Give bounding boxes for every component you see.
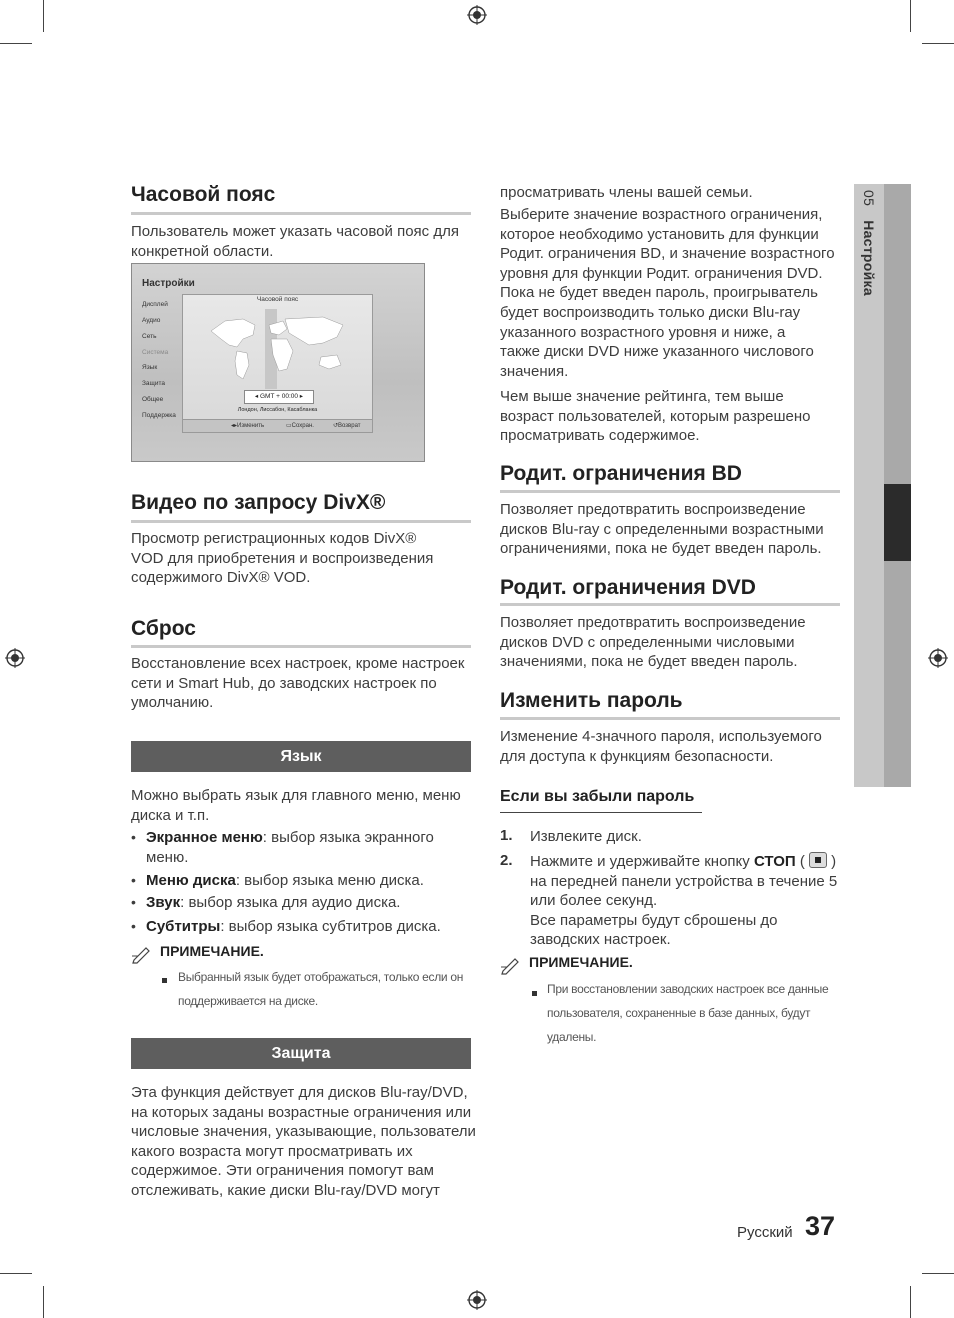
- crop-mark: [910, 0, 911, 32]
- chapter-side-tab: [854, 184, 911, 787]
- language-section-bar: Язык: [131, 741, 471, 772]
- note-text: При восстановлении заводских настроек все данные пользователя, сохраненные в базе данных, будут удалены.: [547, 982, 829, 1044]
- divx-text: Просмотр регистрационных кодов DivX® VOD для приобретения и воспроизведения содержимого DivX® VOD.: [131, 530, 434, 587]
- crop-mark: [43, 0, 44, 32]
- registration-mark-icon: [467, 1290, 487, 1310]
- screenshot-menu-item: Защита: [142, 380, 166, 387]
- crop-mark: [910, 1286, 911, 1318]
- reset-heading: Сброс: [131, 617, 196, 640]
- heading-rule: [500, 717, 840, 720]
- security-section-bar: Защита: [131, 1038, 471, 1069]
- forgot-password-heading: Если вы забыли пароль: [500, 788, 695, 805]
- note-bullet: [162, 978, 167, 983]
- bd-text: Позволяет предотвратить воспроизведение дисков Blu-ray с определенными возрастными ограничениями, пока не будет введен пароль.: [500, 501, 824, 558]
- panel-button-bar: [183, 419, 372, 432]
- heading-rule: [131, 520, 471, 523]
- world-map-icon: [203, 309, 353, 389]
- note-heading: ПРИМЕЧАНИЕ.: [529, 954, 633, 970]
- back-hint: ↺ Возврат: [333, 423, 361, 429]
- timezone-text: Пользователь может указать часовой пояс для конкретной области.: [131, 223, 459, 260]
- settings-screenshot: [131, 263, 425, 462]
- rating-text-2: Чем выше значение рейтинга, тем выше возраст пользователей, которым разрешено просматривать содержимое.: [500, 388, 811, 445]
- heading-rule: [500, 603, 840, 606]
- screenshot-title: Настройки: [142, 278, 195, 289]
- crop-mark: [43, 1286, 44, 1318]
- step-text: Нажмите и удерживайте кнопку СТОП ( ) на передней панели устройства в течение 5 или более секунд. Все параметры будут сброшены до заводских настроек.: [530, 853, 838, 949]
- registration-mark-icon: [5, 648, 25, 668]
- security-text-continued: просматривать члены вашей семьи.: [500, 184, 753, 201]
- timezone-heading: Часовой пояс: [131, 183, 276, 206]
- screenshot-menu-item: Дисплей: [142, 301, 168, 308]
- dvd-heading: Родит. ограничения DVD: [500, 576, 756, 599]
- heading-rule: [500, 490, 840, 493]
- screenshot-menu-item: Система: [142, 349, 169, 356]
- screenshot-menu-item: Аудио: [142, 317, 161, 324]
- subheading-underline: [500, 812, 702, 813]
- city-label: Лондон, Лиссабон, Касабланка: [237, 407, 318, 413]
- save-hint: ▭ Сохран.: [286, 423, 314, 429]
- reset-text: Восстановление всех настроек, кроме настроек сети и Smart Hub, до заводских настроек по умолчанию.: [131, 655, 465, 712]
- rating-text: Выберите значение возрастного ограничения, которое необходимо установить для функции Родит. ограничения BD, и значение возрастного уровня для функции Родит. ограничения DVD. Пока не будет введен пароль, проигрыватель будет воспроизводить только диски Blu-ray указанного возрастного уровня и ниже, а также диски DVD ниже указанного числового значения.: [500, 206, 835, 380]
- timezone-panel: [182, 294, 373, 433]
- password-heading: Изменить пароль: [500, 689, 683, 712]
- heading-rule: [131, 212, 471, 215]
- footer-language: Русский: [737, 1224, 793, 1241]
- screenshot-menu-item: Общее: [142, 396, 164, 403]
- registration-mark-icon: [467, 5, 487, 25]
- bd-heading: Родит. ограничения BD: [500, 462, 742, 485]
- gmt-selector: ◂ GMT + 00:00 ▸: [244, 390, 314, 404]
- crop-mark: [0, 1273, 32, 1274]
- divx-heading: Видео по запросу DivX®: [131, 491, 386, 514]
- note-pencil-icon: [131, 944, 153, 964]
- note-text: Выбранный язык будет отображаться, только если он поддерживается на диске.: [178, 970, 464, 1008]
- note-heading: ПРИМЕЧАНИЕ.: [160, 943, 264, 959]
- crop-mark: [922, 43, 954, 44]
- step-number: 1.: [500, 827, 513, 844]
- change-hint: ◂▸ Изменить: [231, 423, 265, 429]
- heading-rule: [131, 645, 471, 648]
- registration-mark-icon: [928, 648, 948, 668]
- page-number: 37: [805, 1211, 836, 1241]
- stop-button-icon: [809, 852, 827, 868]
- note-pencil-icon: [500, 955, 522, 975]
- dvd-text: Позволяет предотвратить воспроизведение дисков DVD с определенными числовыми значениями, пока не будет введен пароль.: [500, 614, 806, 671]
- crop-mark: [0, 43, 32, 44]
- note-bullet: [532, 991, 537, 996]
- password-text: Изменение 4-значного пароля, используемого для доступа к функциям безопасности.: [500, 728, 822, 765]
- language-intro: Можно выбрать язык для главного меню, меню диска и т.п.: [131, 787, 461, 824]
- step-text: Извлеките диск.: [530, 828, 642, 845]
- chapter-label: 05Настройка: [861, 190, 877, 296]
- panel-title: Часовой пояс: [256, 296, 299, 303]
- screenshot-menu-item: Язык: [142, 364, 158, 371]
- step-number: 2.: [500, 852, 513, 869]
- crop-mark: [922, 1273, 954, 1274]
- screenshot-menu-item: Поддержка: [142, 412, 176, 419]
- screenshot-menu-item: Сеть: [142, 333, 157, 340]
- chapter-marker: [884, 484, 911, 561]
- security-text: Эта функция действует для дисков Blu-ray/DVD, на которых заданы возрастные ограничения или числовые значения, указывающие, пользователи какого возраста могут просматривать их содержимое. Эти ограничения помогут вам отслеживать, какие диски Blu-ray/DVD могут: [131, 1084, 476, 1199]
